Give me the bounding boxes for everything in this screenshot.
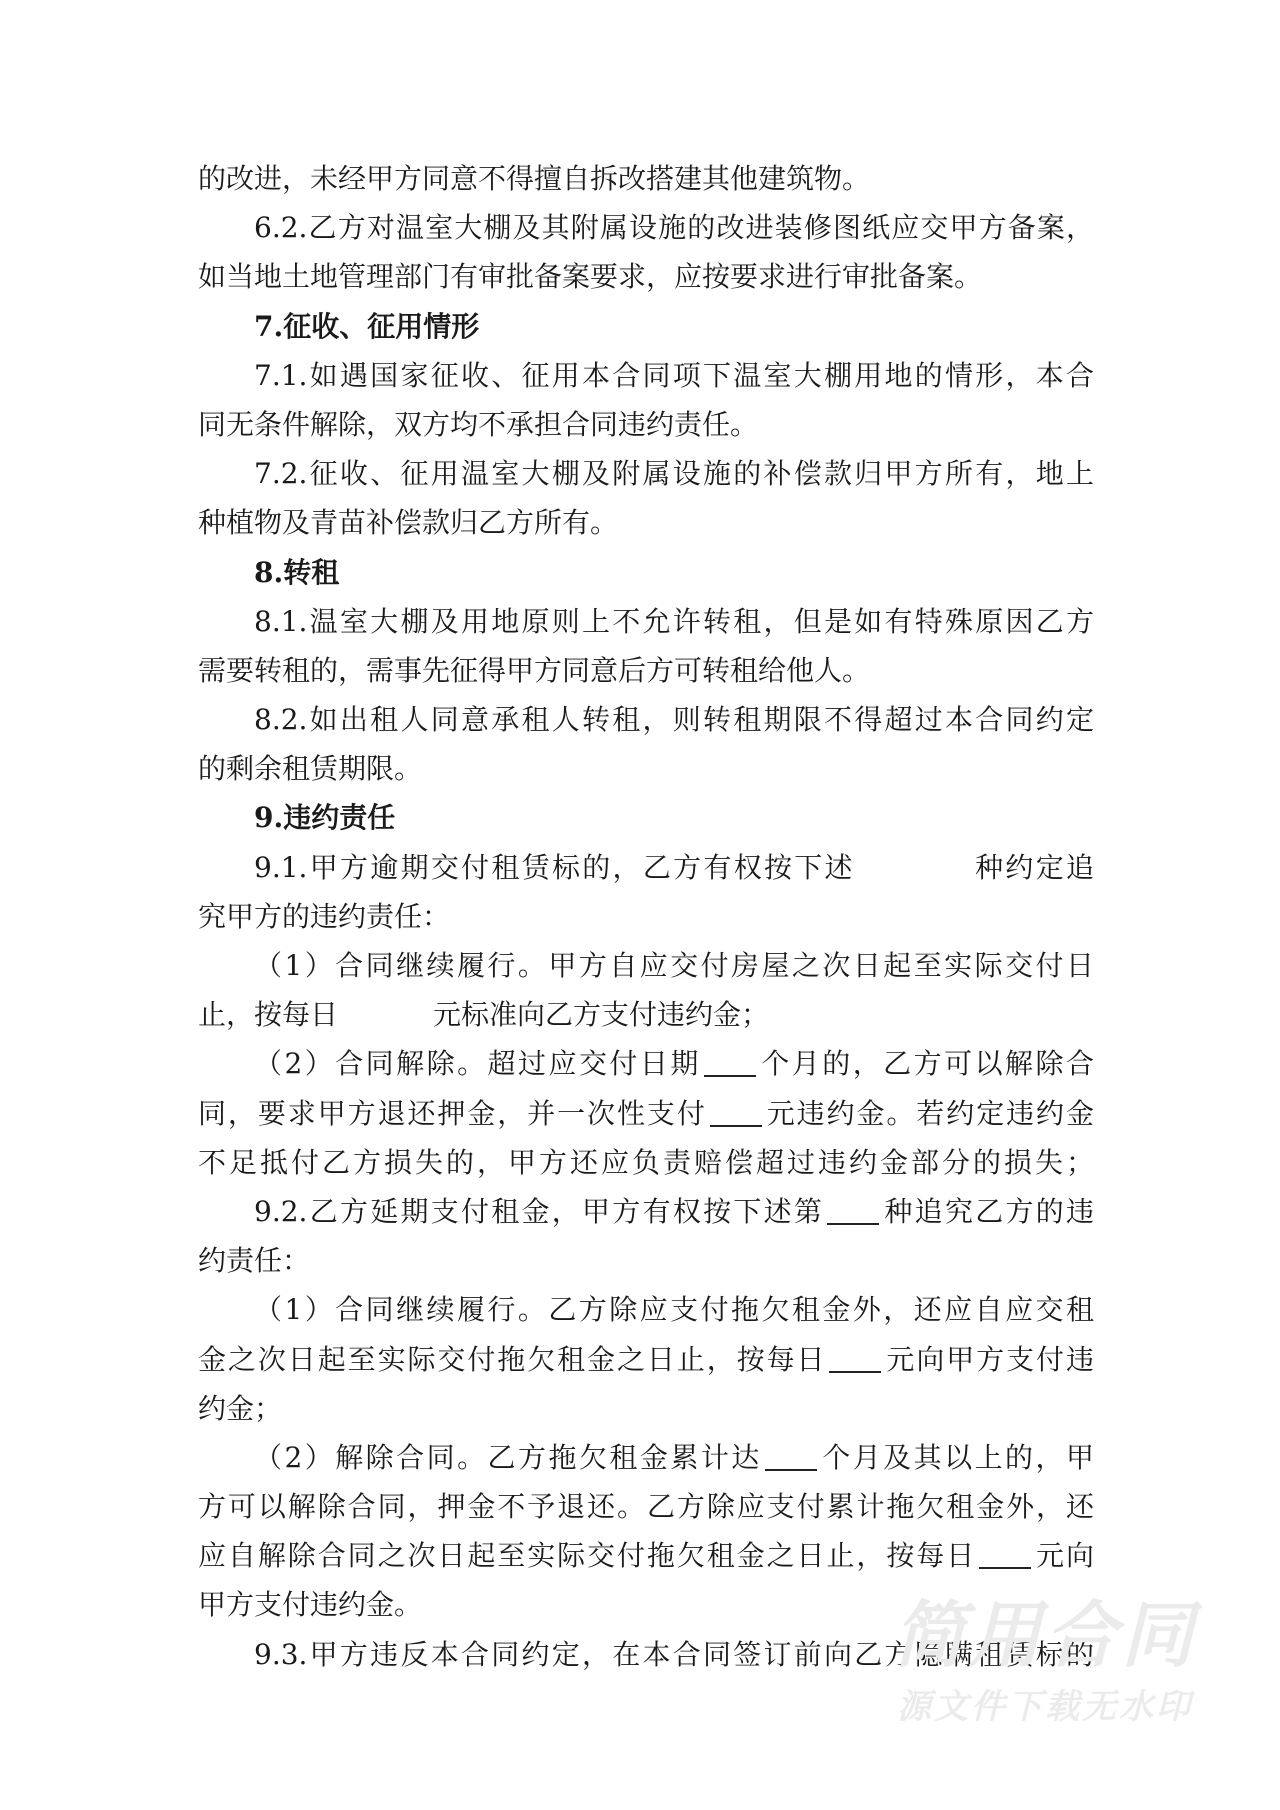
section-heading	[198, 548, 1094, 597]
text-line	[198, 154, 1094, 203]
text-line	[198, 1335, 1094, 1384]
text-segment: 8.2.如出租人同意承租人转租，则转租期限不得超过本合同约定	[254, 703, 1094, 737]
text-segment: （1）合同继续履行。乙方除应支付拖欠租金外，还应自应交租	[254, 1293, 1094, 1327]
text-line	[198, 498, 1094, 547]
text-line	[198, 695, 1094, 744]
text-segment: （1）合同继续履行。甲方自应交付房屋之次日起至实际交付日	[254, 949, 1094, 982]
text-line	[198, 1236, 1094, 1285]
text-line	[198, 892, 1094, 941]
text-segment: 的剩余租赁期限。	[198, 752, 423, 786]
text-segment: 需要转租的，需事先征得甲方同意后方可转租给他人。	[198, 653, 871, 687]
text-line	[198, 400, 1094, 449]
text-segment: 8.转租	[254, 555, 340, 589]
section-heading	[198, 793, 1094, 842]
text-segment: 元向	[1034, 1539, 1094, 1573]
text-line	[198, 1039, 1094, 1088]
text-segment: 元违约金。若约定违约金	[764, 1096, 1094, 1130]
text-segment: 元向甲方支付违	[884, 1342, 1094, 1376]
text-segment: 约金；	[198, 1391, 283, 1425]
text-line	[198, 941, 1094, 990]
text-line	[198, 744, 1094, 793]
text-line	[198, 646, 1094, 695]
text-segment: 同无条件解除，双方均不承担合同违约责任。	[198, 407, 759, 441]
text-segment: 6.2.乙方对温室大棚及其附属设施的改进装修图纸应交甲方备案，	[254, 211, 1094, 245]
fill-in-blank	[827, 1197, 879, 1225]
text-line	[198, 1482, 1094, 1531]
fill-in-blank	[704, 1049, 756, 1077]
text-line	[198, 1384, 1094, 1433]
text-segment: 种追究乙方的违	[882, 1194, 1094, 1228]
text-segment: 金之次日起至实际交付拖欠租金之日止，按每日	[198, 1342, 827, 1376]
text-line	[198, 203, 1094, 252]
watermark-subtitle: 源文件下载无水印	[897, 1687, 1193, 1727]
text-segment: 如当地土地管理部门有审批备案要求，应按要求进行审批备案。	[198, 260, 983, 294]
section-heading	[198, 302, 1094, 351]
text-line	[198, 252, 1094, 301]
text-line	[198, 1285, 1094, 1334]
text-segment: 究甲方的违约责任：	[198, 899, 451, 933]
text-segment: 的改进，未经甲方同意不得擅自拆改搭建其他建筑物。	[198, 162, 871, 195]
text-segment: 9.1.甲方逾期交付租赁标的，乙方有权按下述	[254, 850, 855, 884]
text-segment: 方可以解除合同，押金不予退还。乙方除应支付累计拖欠租金外，还	[198, 1490, 1094, 1524]
text-segment: 约责任：	[198, 1244, 311, 1278]
text-segment: 同，要求甲方退还押金，并一次性支付	[198, 1096, 707, 1130]
text-segment: 种植物及青苗补偿款归乙方所有。	[198, 506, 619, 540]
text-segment: 个月及其以上的，甲	[819, 1440, 1094, 1474]
watermark-title: 简用合同	[892, 1593, 1197, 1677]
text-segment: 种约定追	[972, 850, 1094, 884]
text-segment: 9.3.甲方违反本合同约定，在本合同签订前向乙方隐瞒租赁标的	[254, 1637, 1094, 1671]
text-line	[198, 1580, 1094, 1629]
text-segment: 9.违约责任	[254, 801, 396, 835]
text-line	[198, 1138, 1094, 1187]
text-line	[198, 990, 1094, 1039]
text-segment: 个月的，乙方可以解除合	[758, 1047, 1094, 1081]
fill-in-blank	[765, 1443, 817, 1471]
fill-in-blank	[710, 1099, 762, 1127]
text-line	[198, 1531, 1094, 1580]
text-segment: 7.2.征收、征用温室大棚及附属设施的补偿款归甲方所有，地上	[254, 457, 1094, 491]
text-segment: 9.2.乙方延期支付租金，甲方有权按下述第	[254, 1194, 825, 1228]
text-line	[198, 843, 1094, 892]
text-segment: 不足抵付乙方损失的，甲方还应负责赔偿超过违约金部分的损失；	[198, 1145, 1094, 1179]
text-segment: 应自解除合同之次日起至实际交付拖欠租金之日止，按每日	[198, 1539, 977, 1573]
text-segment: （2）合同解除。超过应交付日期	[254, 1047, 701, 1081]
text-line	[198, 1089, 1094, 1138]
text-segment: 7.1.如遇国家征收、征用本合同项下温室大棚用地的情形，本合	[254, 358, 1094, 392]
text-segment: 8.1.温室大棚及用地原则上不允许转租，但是如有特殊原因乙方	[254, 604, 1094, 638]
text-segment: 元标准向乙方支付违约金；	[433, 998, 770, 1032]
text-segment: 止，按每日	[198, 998, 339, 1032]
text-segment: 7.征收、征用情形	[254, 309, 480, 343]
text-line	[198, 351, 1094, 400]
text-line	[198, 1630, 1094, 1679]
text-segment: 甲方支付违约金。	[198, 1588, 423, 1622]
text-line	[198, 449, 1094, 498]
text-segment: （2）解除合同。乙方拖欠租金累计达	[254, 1440, 762, 1474]
fill-in-blank	[979, 1541, 1031, 1569]
text-line	[198, 1187, 1094, 1236]
fill-in-blank	[829, 1345, 881, 1373]
text-line	[198, 597, 1094, 646]
contract-page-body	[198, 154, 1094, 1679]
text-line	[198, 1433, 1094, 1482]
